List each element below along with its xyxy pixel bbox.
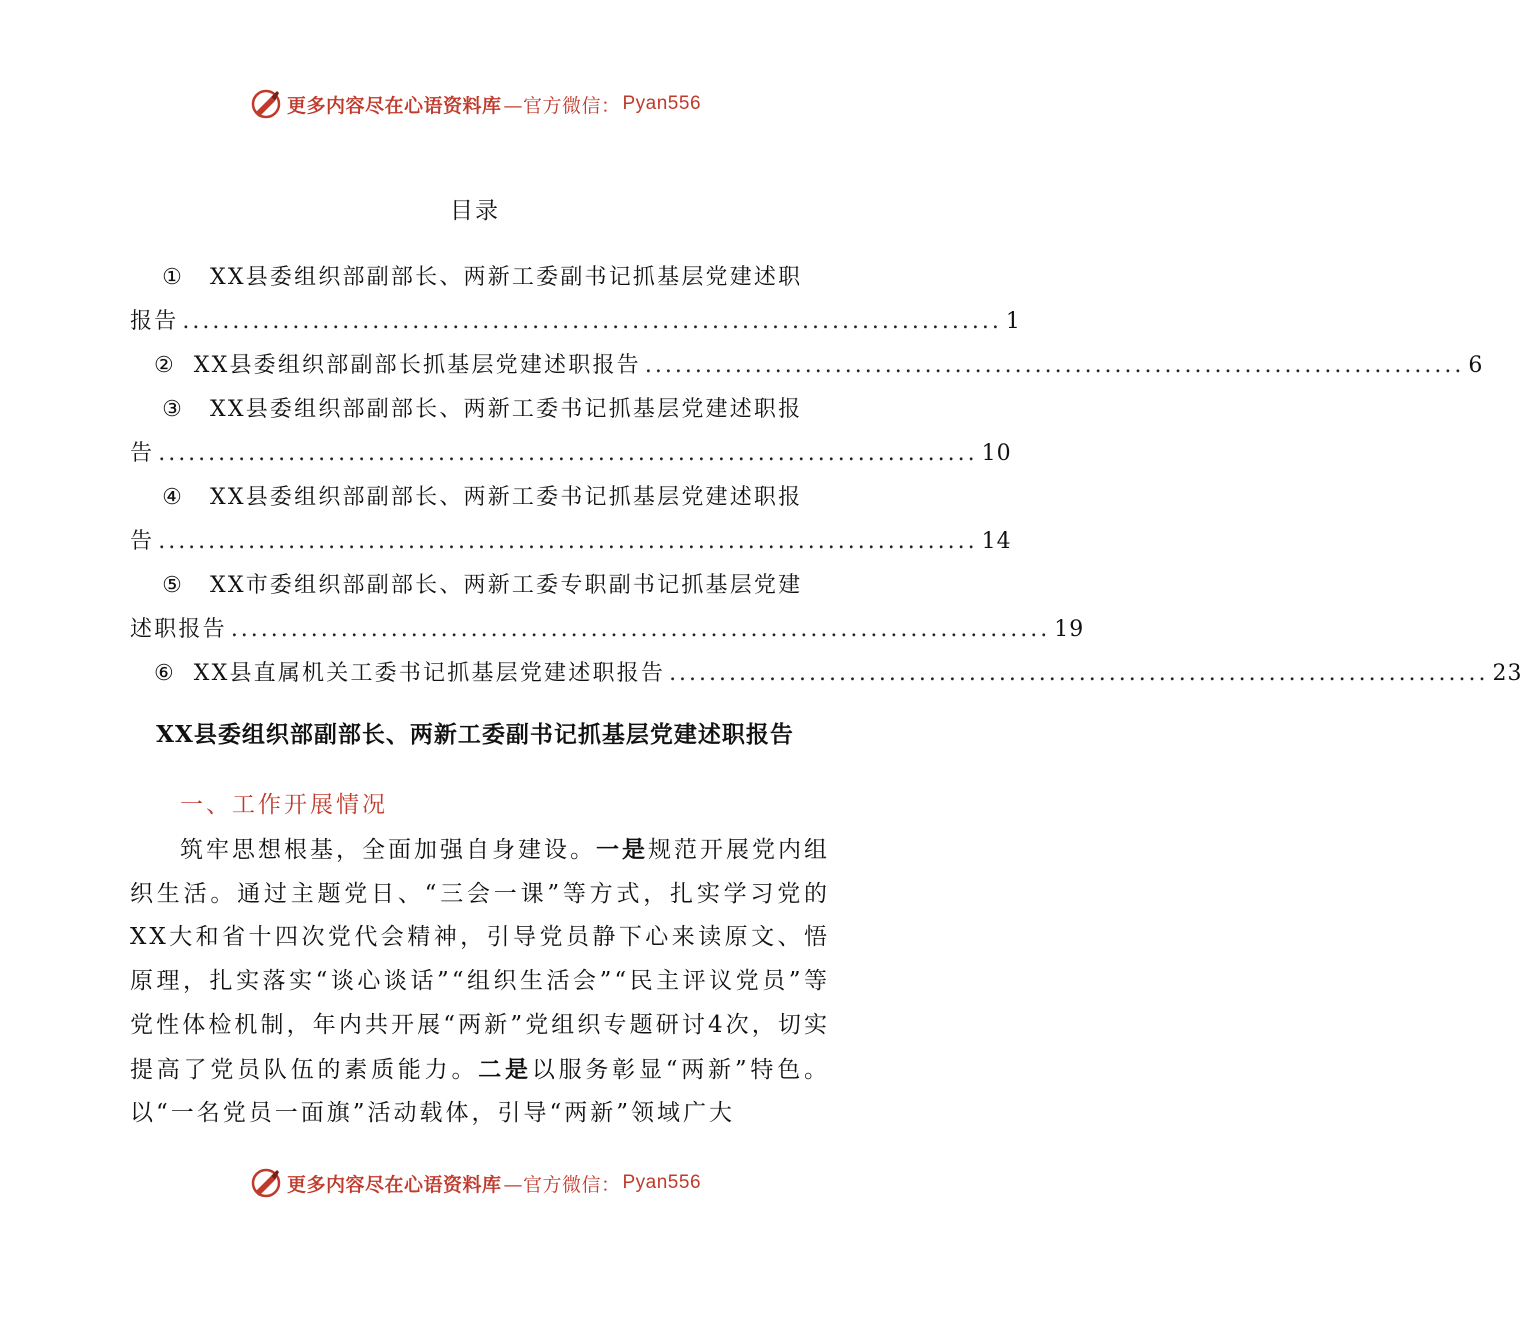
bold-marker: 二是 xyxy=(478,1055,532,1083)
section-heading: 一、工作开展情况 xyxy=(180,792,388,818)
banner-label: —官方微信： xyxy=(503,94,621,117)
toc-number: ⑤ xyxy=(162,573,182,598)
toc-entry-title: XX县直属机关工委书记抓基层党建述职报告 xyxy=(193,661,666,686)
toc-entry-title: XX县委组织部副部长、两新工委副书记抓基层党建述职 xyxy=(210,265,803,290)
toc-number: ③ xyxy=(162,397,182,422)
banner-wechat-id: Pyan556 xyxy=(622,93,702,114)
footer-watermark-banner xyxy=(0,1163,950,1203)
body-text-run: 筑牢思想根基，全面加强自身建设。 xyxy=(180,837,596,863)
banner-wechat-id: Pyan556 xyxy=(622,1172,702,1193)
table-of-contents xyxy=(130,256,1523,696)
toc-line[interactable] xyxy=(130,388,830,432)
body-text-run: 规范开展党内组织生活。通过主题党日、“三会一课”等方式，扎实学习党的XX大和省十四次党代会精神，引导党员静下心来读原文、悟原理，扎实落实“谈心谈话”“组织生活会”“民主评议党员”等党性体检机制，年内共开展“两新”党组织专题研讨4次，切实提高了党员队伍的素质能力。 xyxy=(130,837,830,1083)
toc-page-number: 1 xyxy=(1005,309,1021,334)
toc-heading: 目录 xyxy=(450,198,500,224)
toc-page-number: 6 xyxy=(1468,353,1484,378)
toc-line[interactable] xyxy=(130,432,1012,476)
pen-logo-icon xyxy=(249,1166,283,1200)
toc-number: ⑥ xyxy=(154,661,174,686)
toc-number: ④ xyxy=(162,485,182,510)
toc-line[interactable] xyxy=(130,652,1523,696)
toc-line[interactable] xyxy=(130,564,830,608)
pen-logo-icon xyxy=(249,87,283,121)
toc-line[interactable] xyxy=(130,300,1021,344)
banner-title: 更多内容尽在心语资料库 xyxy=(286,1173,502,1196)
toc-leader-dots: .................................................................................. xyxy=(158,441,978,466)
toc-entry-title: 述职报告 xyxy=(130,617,227,642)
toc-leader-dots: .................................................................................. xyxy=(158,529,978,554)
toc-line[interactable] xyxy=(130,520,1012,564)
toc-number: ① xyxy=(162,265,182,290)
toc-leader-dots: .................................................................................. xyxy=(182,309,1002,334)
bold-marker: 一是 xyxy=(596,836,648,863)
toc-entry-title: XX县委组织部副部长抓基层党建述职报告 xyxy=(193,353,641,378)
toc-page-number: 10 xyxy=(981,441,1012,466)
toc-leader-dots: .................................................................................. xyxy=(230,617,1051,642)
document-title: XX县委组织部副部长、两新工委副书记抓基层党建述职报告 xyxy=(156,721,794,748)
toc-line[interactable] xyxy=(130,256,830,300)
toc-entry-title: 告 xyxy=(130,441,155,466)
toc-line[interactable] xyxy=(130,476,830,520)
banner-title: 更多内容尽在心语资料库 xyxy=(286,94,502,117)
toc-entry-title: XX县委组织部副部长、两新工委书记抓基层党建述职报 xyxy=(210,485,803,510)
toc-page-number: 23 xyxy=(1492,661,1523,686)
toc-page-number: 19 xyxy=(1054,617,1085,642)
toc-entry-title: 报告 xyxy=(130,309,179,334)
toc-number: ② xyxy=(154,353,174,378)
banner-label: —官方微信： xyxy=(503,1173,621,1196)
body-paragraph xyxy=(130,828,830,1136)
toc-leader-dots: .................................................................................. xyxy=(644,353,1465,378)
toc-entry-title: XX市委组织部副部长、两新工委专职副书记抓基层党建 xyxy=(210,573,803,598)
toc-page-number: 14 xyxy=(981,529,1012,554)
toc-entry-title: XX县委组织部副部长、两新工委书记抓基层党建述职报 xyxy=(210,397,803,422)
toc-line[interactable] xyxy=(130,344,1484,388)
toc-entry-title: 告 xyxy=(130,529,155,554)
toc-line[interactable] xyxy=(130,608,1085,652)
toc-leader-dots: .................................................................................. xyxy=(669,661,1489,686)
header-watermark-banner xyxy=(0,84,950,124)
body-text-run: 以服务彰显“两新”特色。以“一名党员一面旗”活动载体，引导“两新”领域广大 xyxy=(130,1056,830,1127)
